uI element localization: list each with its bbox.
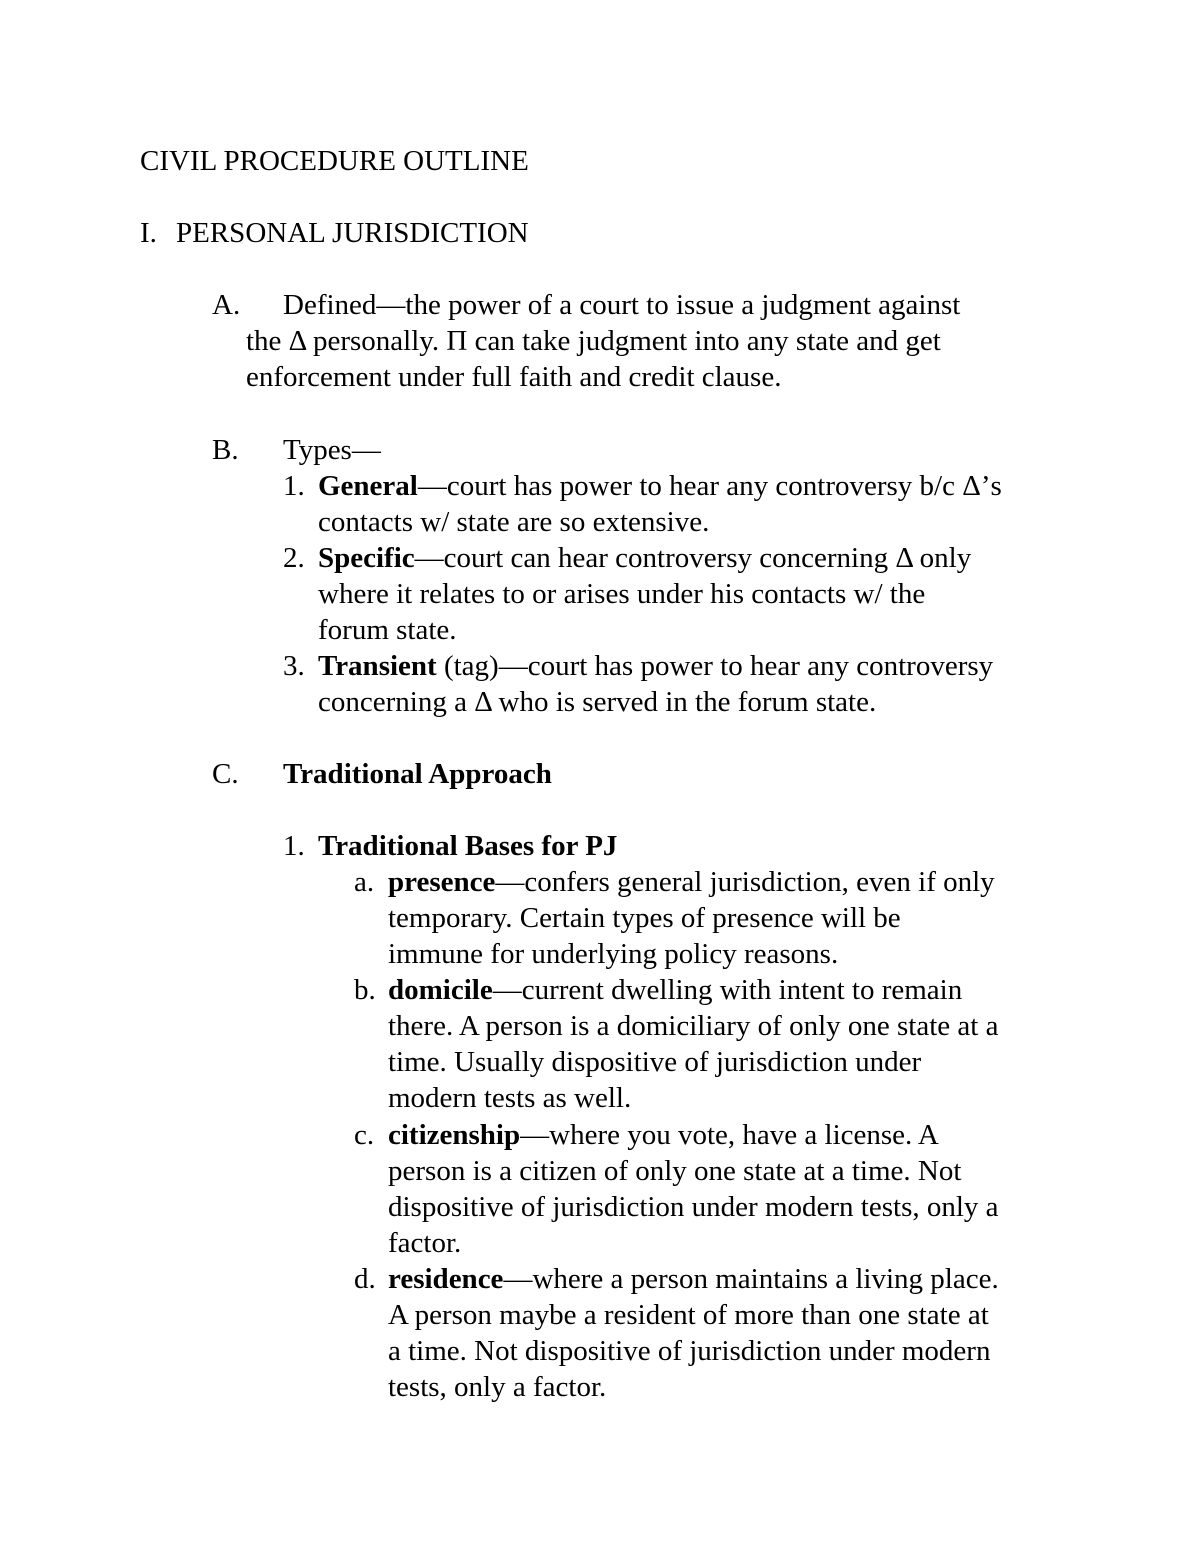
item-a-line: the Δ personally. Π can take judgment into any state and get: [246, 325, 941, 357]
type-term: General: [318, 470, 418, 502]
basis-continuation: time. Usually dispositive of jurisdiction under: [388, 1046, 922, 1078]
type-continuation: concerning a Δ who is served in the forum state.: [318, 686, 877, 718]
basis-description: —where you vote, have a license. A: [520, 1119, 939, 1151]
type-term: Specific: [318, 542, 415, 574]
type-description: (tag)—court has power to hear any controversy: [436, 650, 994, 682]
item-a-line: Defined—the power of a court to issue a judgment against: [283, 289, 961, 321]
basis-continuation: there. A person is a domiciliary of only one state at a: [388, 1010, 999, 1042]
basis-term: residence: [388, 1263, 504, 1295]
type-marker: 2.: [283, 542, 305, 574]
type-description: —court has power to hear any controversy b/c Δ’s: [417, 470, 1002, 502]
basis-continuation: a time. Not dispositive of jurisdiction under modern: [388, 1335, 991, 1367]
type-first-line: [318, 468, 1002, 504]
basis-continuation: modern tests as well.: [388, 1082, 632, 1114]
basis-description: —current dwelling with intent to remain: [492, 974, 963, 1006]
type-term: Transient: [318, 650, 437, 682]
type-marker: 3.: [283, 650, 305, 682]
basis-continuation: person is a citizen of only one state at a time. Not: [388, 1155, 962, 1187]
basis-continuation: temporary. Certain types of presence will be: [388, 902, 901, 934]
page-title: CIVIL PROCEDURE OUTLINE: [140, 145, 529, 177]
type-continuation: forum state.: [318, 614, 457, 646]
basis-first-line: [388, 972, 962, 1008]
basis-description: —where a person maintains a living place.: [503, 1263, 999, 1295]
basis-continuation: A person maybe a resident of more than one state at: [388, 1299, 989, 1331]
basis-marker: b.: [354, 974, 376, 1006]
basis-term: domicile: [388, 974, 493, 1006]
section-i-marker: I.: [140, 217, 157, 249]
basis-continuation: immune for underlying policy reasons.: [388, 938, 839, 970]
item-a-line: enforcement under full faith and credit clause.: [246, 361, 782, 393]
basis-continuation: dispositive of jurisdiction under modern tests, only a: [388, 1191, 999, 1223]
sub-1-marker: 1.: [283, 830, 305, 862]
type-continuation: where it relates to or arises under his contacts w/ the: [318, 578, 926, 610]
basis-first-line: [388, 1117, 939, 1153]
item-a-marker: A.: [212, 289, 241, 321]
basis-term: presence: [388, 866, 496, 898]
basis-marker: d.: [354, 1263, 376, 1295]
type-description: —court can hear controversy concerning Δ only: [414, 542, 972, 574]
basis-first-line: [388, 864, 995, 900]
basis-continuation: tests, only a factor.: [388, 1371, 607, 1403]
item-b-heading: Types—: [283, 434, 381, 466]
section-i-heading: PERSONAL JURISDICTION: [176, 217, 529, 249]
basis-marker: a.: [354, 866, 375, 898]
item-b-marker: B.: [212, 434, 239, 466]
basis-term: citizenship: [388, 1119, 521, 1151]
basis-description: —confers general jurisdiction, even if only: [495, 866, 995, 898]
sub-1-heading: Traditional Bases for PJ: [318, 830, 618, 862]
item-c-marker: C.: [212, 758, 239, 790]
basis-first-line: [388, 1261, 999, 1297]
item-c-heading: Traditional Approach: [283, 758, 552, 790]
basis-marker: c.: [354, 1119, 375, 1151]
type-first-line: [318, 648, 993, 684]
type-marker: 1.: [283, 470, 305, 502]
basis-continuation: factor.: [388, 1227, 462, 1259]
type-continuation: contacts w/ state are so extensive.: [318, 506, 710, 538]
type-first-line: [318, 540, 971, 576]
